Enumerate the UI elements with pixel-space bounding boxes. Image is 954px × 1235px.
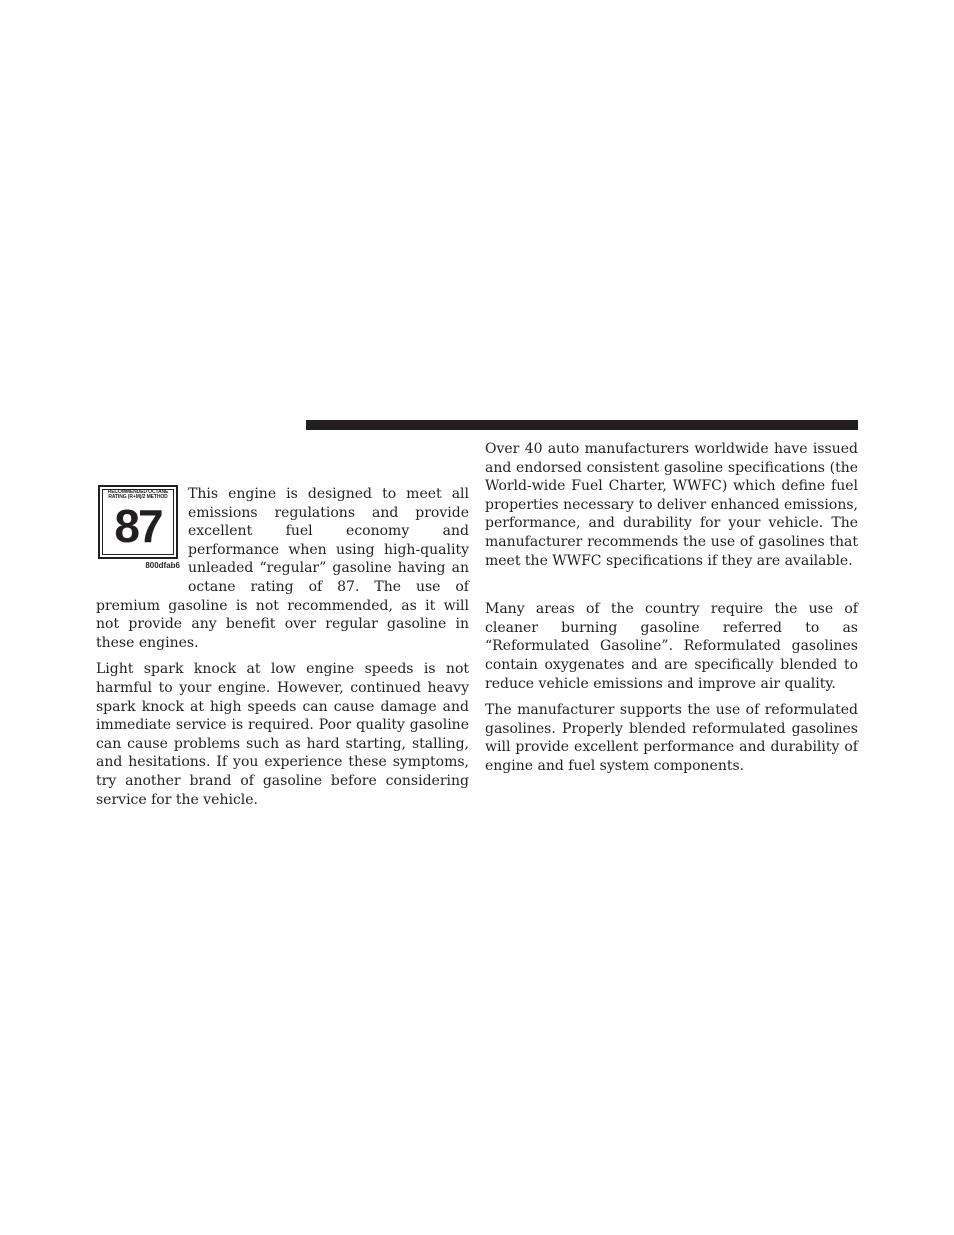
image-code: 800dfab6 — [145, 561, 180, 570]
octane-label-box — [98, 485, 178, 559]
header-rule — [306, 420, 858, 430]
octane-rating-label — [96, 485, 180, 573]
right-column — [485, 440, 858, 776]
paragraph-manufacturer-support: The manufacturer supports the use of reformulated gasolines. Properly blended reformulated gasolines will provide excellent performance and durability of engine and fuel system components. — [485, 702, 858, 774]
paragraph-engine-design: This engine is designed to meet all emissions regulations and provide excellent fuel economy and performance when using high-quality unleaded “regular” gasoline having an octane rating of 87. The use of premium gasoline is not recommended, as it will not provide any benefit over regular gasoline in these engines. — [96, 486, 469, 651]
octane-label-caption: RECOMMENDED OCTANE RATING (R+M)/2 METHOD — [107, 489, 169, 500]
octane-number: 87 — [114, 500, 162, 552]
paragraph-wwfc: Over 40 auto manufacturers worldwide have issued and endorsed consistent gasoline specifications (the World-wide Fuel Charter, WWFC) which define fuel properties necessary to deliver enhanced emissions, performance, and durability for your vehicle. The manufacturer recommends the use of gasolines that meet the WWFC specifications if they are available. — [485, 441, 858, 569]
paragraph-spark-knock: Light spark knock at low engine speeds is not harmful to your engine. However, continued heavy spark knock at high speeds can cause damage and immediate service is required. Poor quality gasoline can cause problems such as hard starting, stalling, and hesitations. If you experience these symptoms, try another brand of gasoline before considering service for the vehicle. — [96, 661, 469, 808]
left-column — [96, 485, 469, 809]
paragraph-reformulated-gasoline: Many areas of the country require the use of cleaner burning gasoline referred to as “Reformulated Gasoline”. Reformulated gasolines contain oxygenates and are specifically blended to reduce vehicle emissions and improve air quality. — [485, 601, 858, 692]
